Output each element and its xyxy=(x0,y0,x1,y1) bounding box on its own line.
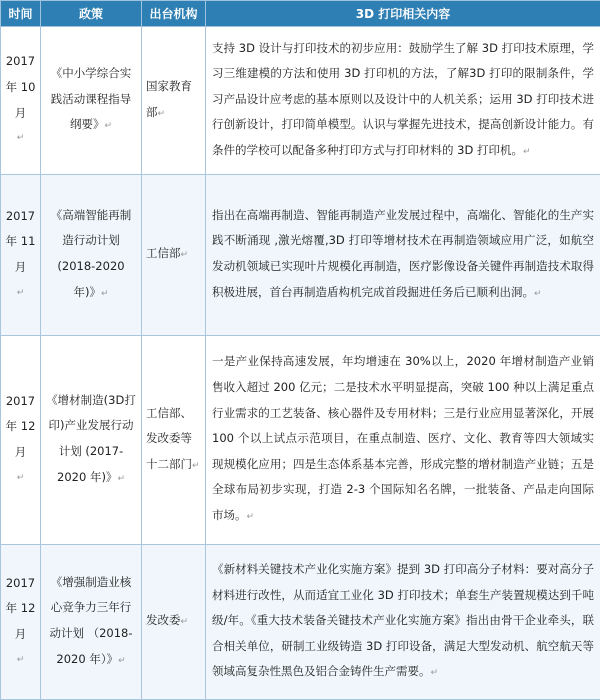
year-text: 2017 xyxy=(3,49,38,75)
content-text: 支持 3D 设计与打印技术的初步应用：鼓励学生了解 3D 打印技术原理，学习三维建模的方法和使用 3D 打印机的方法，了解3D 打印的限制条件，学习产品设计应考虑的基本原则以及设计中的人机关系；运用 3D 打印技术进行创新设计，打印简单模型。认识与掌握先进技术，提高创新设计能力。有条件的学校可以配备多种打印方式与打印材料的 3D 打印机。 xyxy=(212,41,594,157)
paragraph-mark-icon: ↵ xyxy=(431,668,439,678)
org-cell xyxy=(142,27,206,175)
month-suffix-text: 月 ↵ xyxy=(3,255,38,306)
paragraph-mark-icon: ↵ xyxy=(247,512,255,522)
paragraph-mark-icon: ↵ xyxy=(104,121,112,131)
policy-cell xyxy=(41,175,142,336)
month-text: 年 10 xyxy=(3,75,38,101)
content-cell xyxy=(206,175,600,336)
policy-text: 《高端智能再制造行动计划 (2018-2020 年)》 xyxy=(51,208,132,299)
month-text: 年 12 xyxy=(3,596,38,622)
paragraph-mark-icon: ↵ xyxy=(117,474,125,484)
paragraph-mark-icon: ↵ xyxy=(523,147,531,157)
table-row xyxy=(1,336,600,545)
month-text: 年 12 xyxy=(3,414,38,440)
header-org: 出台机构 xyxy=(142,1,206,27)
org-text: 工信部 xyxy=(146,246,181,260)
policy-cell xyxy=(41,336,142,545)
header-policy: 政策 xyxy=(41,1,142,27)
policy-cell xyxy=(41,545,142,700)
year-text: 2017 xyxy=(3,389,38,415)
paragraph-mark-icon: ↵ xyxy=(3,126,38,152)
paragraph-mark-icon: ↵ xyxy=(3,466,38,492)
month-suffix-text: 月 ↵ xyxy=(3,622,38,673)
time-cell xyxy=(1,545,41,700)
org-cell xyxy=(142,545,206,700)
policy-text: 《中小学综合实践活动课程指导纲要》 xyxy=(51,66,132,131)
year-text: 2017 xyxy=(3,571,38,597)
time-cell xyxy=(1,336,41,545)
month-text: 年 11 xyxy=(3,229,38,255)
paragraph-mark-icon: ↵ xyxy=(118,656,126,666)
paragraph-mark-icon: ↵ xyxy=(181,250,189,260)
org-text: 工信部、发改委等十二部门 xyxy=(146,406,192,471)
org-cell xyxy=(142,175,206,336)
header-time: 时间 xyxy=(1,1,41,27)
policy-text: 《增材制造(3D打印)产业发展行动计划 (2017-2020 年)》 xyxy=(46,393,136,484)
paragraph-mark-icon: ↵ xyxy=(3,648,38,674)
org-text: 发改委 xyxy=(146,613,181,627)
paragraph-mark-icon: ↵ xyxy=(3,281,38,307)
paragraph-mark-icon: ↵ xyxy=(534,289,542,299)
time-cell xyxy=(1,27,41,175)
paragraph-mark-icon: ↵ xyxy=(181,617,189,627)
org-cell xyxy=(142,336,206,545)
time-cell xyxy=(1,175,41,336)
content-text: 《新材料关键技术产业化实施方案》提到 3D 打印高分子材料：要对高分子材料进行改性，从而适宜工业化 3D 打印技术；单套生产装置规模达到千吨级/年。《重大技术装备关键技术产业化实施方案》指出由骨干企业牵头，联合相关单位，研制工业级铸造 3D 打印设备，满足大型发动机、航空航天等领域高复杂性黑色及铝合金铸件生产需要。 xyxy=(212,562,594,678)
content-cell xyxy=(206,545,600,700)
month-suffix-text: 月 ↵ xyxy=(3,440,38,491)
table-row xyxy=(1,27,600,175)
org-text: 国家教育部 xyxy=(146,79,192,119)
month-suffix-text: 月 ↵ xyxy=(3,101,38,152)
policy-text: 《增强制造业核心竞争力三年行动计划 （2018-2020 年）》 xyxy=(49,575,132,666)
policy-cell xyxy=(41,27,142,175)
paragraph-mark-icon: ↵ xyxy=(158,109,166,119)
table-row xyxy=(1,175,600,336)
table-header-row xyxy=(1,1,600,27)
paragraph-mark-icon: ↵ xyxy=(101,289,109,299)
content-text: 一是产业保持高速发展，年均增速在 30%以上，2020 年增材制造产业销售收入超过 200 亿元；二是技术水平明显提高，突破 100 种以上满足重点行业需求的工艺装备、核心器件及专用材料；三是行业应用显著深化，开展 100 个以上试点示范项目，在重点制造、医疗、文化、教育等四大领域实现规模化应用；四是生态体系基本完善，形成完整的增材制造产业链；五是全球布局初步实现，打造 2-3 个国际知名名牌，一批装备、产品走向国际市场。 xyxy=(212,354,594,522)
year-text: 2017 xyxy=(3,204,38,230)
content-cell xyxy=(206,336,600,545)
table-row xyxy=(1,545,600,700)
header-content: 3D 打印相关内容 xyxy=(206,1,600,27)
content-text: 指出在高端再制造、智能再制造产业发展过程中，高端化、智能化的生产实践不断涌现 ,激光熔覆,3D 打印等增材技术在再制造领域应用广泛，如航空发动机领域已实现叶片规模化再制造，医疗影像设备关键件再制造技术取得积极进展，首台再制造盾构机完成首段掘进任务后已顺利出洞。 xyxy=(212,208,594,299)
content-cell xyxy=(206,27,600,175)
paragraph-mark-icon: ↵ xyxy=(192,461,200,471)
